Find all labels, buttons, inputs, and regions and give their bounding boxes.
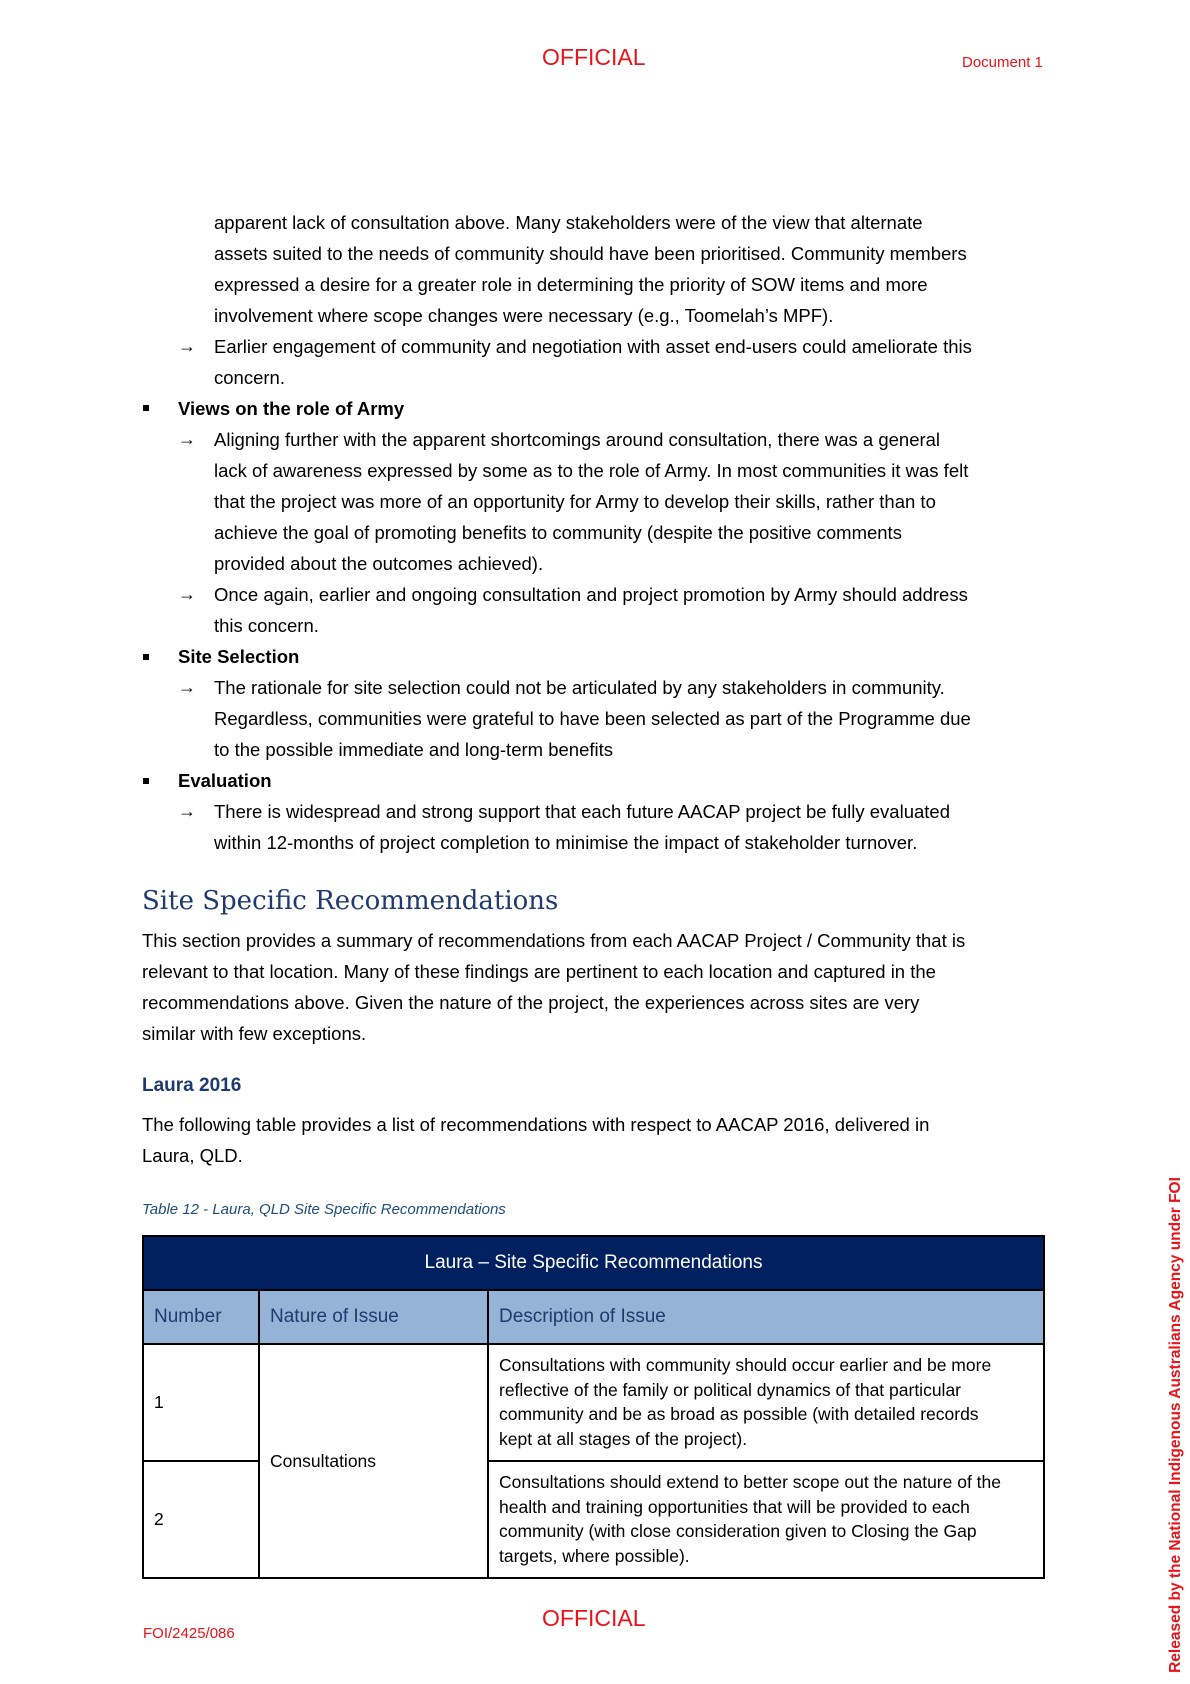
footer-classification: OFFICIAL [542,1605,646,1631]
section-paragraph-line: relevant to that location. Many of these findings are pertinent to each location and captured in the [142,961,936,982]
section-paragraph-line: This section provides a summary of recommendations from each AACAP Project / Community that is [142,930,966,951]
bullet-heading: Views on the role of Army [178,398,405,419]
description-line: Consultations with community should occur earlier and be more [499,1355,992,1375]
arrow-icon: → [178,801,196,821]
description-line: health and training opportunities that will be provided to each [499,1496,970,1517]
arrow-item-line: Aligning further with the apparent shortcomings around consultation, there was a general [214,429,941,450]
document-label: Document 1 [962,54,1043,71]
arrow-item-line: Regardless, communities were grateful to have been selected as part of the Programme due [214,708,971,729]
foi-release-note: Released by the National Indigenous Australians Agency under FOI [1167,1177,1184,1673]
section-paragraph-line: similar with few exceptions. [142,1023,367,1044]
row-number: 2 [143,1461,259,1578]
paragraph-line: involvement where scope changes were necessary (e.g., Toomelah’s MPF). [214,305,834,326]
bullet-heading: Evaluation [178,770,272,791]
description-line: reflective of the family or political dynamics of that particular [499,1379,961,1400]
arrow-item-line: within 12-months of project completion to minimise the impact of stakeholder turnover. [214,832,918,853]
nature-of-issue: Consultations [259,1344,488,1578]
table-row [143,1344,1044,1461]
arrow-item-line: that the project was more of an opportunity for Army to develop their skills, rather than to [214,491,936,512]
arrow-item-line: achieve the goal of promoting benefits to community (despite the positive comments [214,522,902,543]
arrow-item-line: Once again, earlier and ongoing consultation and project promotion by Army should address [214,584,968,605]
arrow-item-line: lack of awareness expressed by some as to the role of Army. In most communities it was felt [214,460,969,481]
arrow-item-line: The rationale for site selection could not be articulated by any stakeholders in community. [214,677,945,698]
arrow-icon: → [178,677,196,697]
bullet-icon [143,405,149,411]
arrow-icon: → [178,336,196,356]
recommendations-table [142,1235,1045,1579]
arrow-item-line: this concern. [214,615,319,636]
arrow-icon: → [178,584,196,604]
arrow-item-line: concern. [214,367,285,388]
description-cell [488,1344,1044,1461]
column-header-description: Description of Issue [488,1290,1044,1344]
description-line: Consultations should extend to better scope out the nature of the [499,1472,1002,1492]
section-heading: Site Specific Recommendations [142,886,559,916]
arrow-item-line: provided about the outcomes achieved). [214,553,544,574]
row-number: 1 [143,1344,259,1461]
description-line: community and be as broad as possible (with detailed records [499,1404,979,1424]
intro-line: Laura, QLD. [142,1145,243,1166]
intro-line: The following table provides a list of recommendations with respect to AACAP 2016, delivered in [142,1114,930,1135]
header-classification: OFFICIAL [542,44,646,70]
paragraph-line: apparent lack of consultation above. Many stakeholders were of the view that alternate [214,212,923,233]
description-line: targets, where possible). [499,1545,690,1566]
column-header-nature: Nature of Issue [259,1290,488,1344]
arrow-item-line: to the possible immediate and long-term benefits [214,739,613,760]
description-line: community (with close consideration given to Closing the Gap [499,1521,977,1541]
paragraph-line: expressed a desire for a greater role in determining the priority of SOW items and more [214,274,928,295]
section-paragraph-line: recommendations above. Given the nature of the project, the experiences across sites are very [142,992,920,1013]
description-line: kept at all stages of the project). [499,1428,748,1449]
foi-reference: FOI/2425/086 [143,1625,235,1642]
paragraph-line: assets suited to the needs of community should have been prioritised. Community members [214,243,967,264]
subheading: Laura 2016 [142,1075,242,1096]
table-caption: Table 12 - Laura, QLD Site Specific Recommendations [142,1201,506,1218]
description-cell [488,1461,1044,1578]
arrow-item-line: Earlier engagement of community and negotiation with asset end-users could ameliorate this [214,336,972,357]
table-title: Laura – Site Specific Recommendations [143,1236,1044,1290]
bullet-icon [143,654,149,660]
bullet-icon [143,778,149,784]
arrow-item-line: There is widespread and strong support that each future AACAP project be fully evaluated [214,801,950,822]
arrow-icon: → [178,429,196,449]
bullet-heading: Site Selection [178,646,300,667]
column-header-number: Number [143,1290,259,1344]
